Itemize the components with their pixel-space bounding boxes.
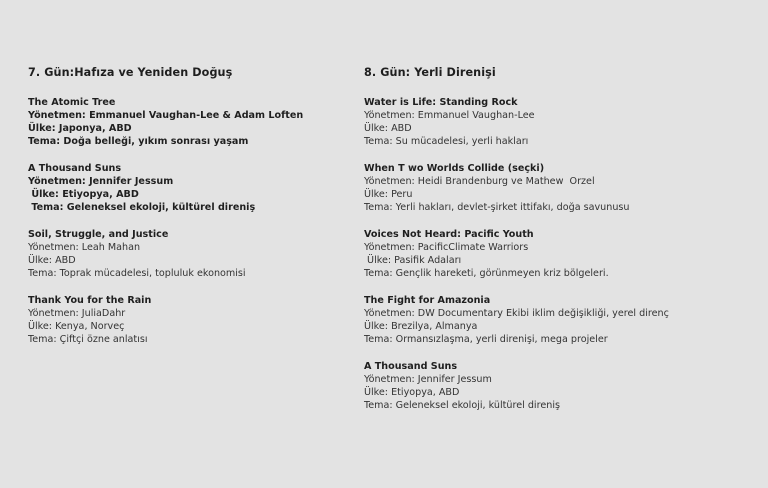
film-theme: Tema: Su mücadelesi, yerli hakları — [364, 136, 529, 147]
film-title: The Fight for Amazonia — [364, 295, 491, 306]
film-country: Ülke: Peru — [364, 189, 413, 200]
day-7-title: 7. Gün:Hafıza ve Yeniden Doğuş — [28, 66, 233, 79]
film-title: A Thousand Suns — [28, 163, 122, 174]
film-country: Ülke: Pasifik Adaları — [364, 255, 462, 266]
film-director: Yönetmen: Jennifer Jessum — [364, 374, 492, 385]
film-entry — [28, 294, 348, 346]
film-theme: Tema: Yerli hakları, devlet-şirket ittifakı, doğa savunusu — [364, 202, 630, 213]
film-title: Thank You for the Rain — [28, 295, 152, 306]
film-entry — [28, 162, 348, 214]
day-7-section — [28, 66, 348, 360]
film-country: Ülke: Japonya, ABD — [28, 123, 132, 134]
film-title: Water is Life: Standing Rock — [364, 97, 518, 108]
film-title: Voices Not Heard: Pacific Youth — [364, 229, 534, 240]
film-entry — [364, 294, 764, 346]
film-entry — [364, 96, 764, 148]
film-theme: Tema: Ormansızlaşma, yerli direnişi, mega projeler — [364, 334, 608, 345]
film-country: Ülke: Etiyopya, ABD — [28, 189, 139, 200]
film-director: Yönetmen: JuliaDahr — [28, 308, 126, 319]
film-theme: Tema: Geleneksel ekoloji, kültürel direniş — [364, 400, 560, 411]
day-8-section — [364, 66, 764, 426]
film-country: Ülke: Kenya, Norveç — [28, 321, 125, 332]
film-entry — [364, 162, 764, 214]
film-director: Yönetmen: Heidi Brandenburg ve Mathew Orzel — [364, 176, 595, 187]
film-director: Yönetmen: Emmanuel Vaughan-Lee — [364, 110, 535, 121]
film-entry — [28, 96, 348, 148]
film-director: Yönetmen: Emmanuel Vaughan-Lee & Adam Loften — [28, 110, 304, 121]
film-entry — [28, 228, 348, 280]
film-title: Soil, Struggle, and Justice — [28, 229, 169, 240]
film-title: A Thousand Suns — [364, 361, 458, 372]
film-country: Ülke: Etiyopya, ABD — [364, 387, 460, 398]
film-title: The Atomic Tree — [28, 97, 116, 108]
film-theme: Tema: Çiftçi özne anlatısı — [28, 334, 148, 345]
film-theme: Tema: Doğa belleği, yıkım sonrası yaşam — [28, 136, 249, 147]
film-country: Ülke: ABD — [364, 123, 412, 134]
film-entry — [364, 360, 764, 412]
day-8-title: 8. Gün: Yerli Direnişi — [364, 66, 496, 79]
film-country: Ülke: Brezilya, Almanya — [364, 321, 478, 332]
film-country: Ülke: ABD — [28, 255, 76, 266]
film-director: Yönetmen: DW Documentary Ekibi iklim değişikliği, yerel direnç — [364, 308, 669, 319]
film-director: Yönetmen: Jennifer Jessum — [28, 176, 174, 187]
film-theme: Tema: Toprak mücadelesi, topluluk ekonomisi — [28, 268, 246, 279]
film-theme: Tema: Gençlik hareketi, görünmeyen kriz bölgeleri. — [364, 268, 609, 279]
film-director: Yönetmen: PacificClimate Warriors — [364, 242, 529, 253]
film-title: When T wo Worlds Collide (seçki) — [364, 163, 545, 174]
film-entry — [364, 228, 764, 280]
film-theme: Tema: Geleneksel ekoloji, kültürel direniş — [28, 202, 256, 213]
film-director: Yönetmen: Leah Mahan — [28, 242, 141, 253]
